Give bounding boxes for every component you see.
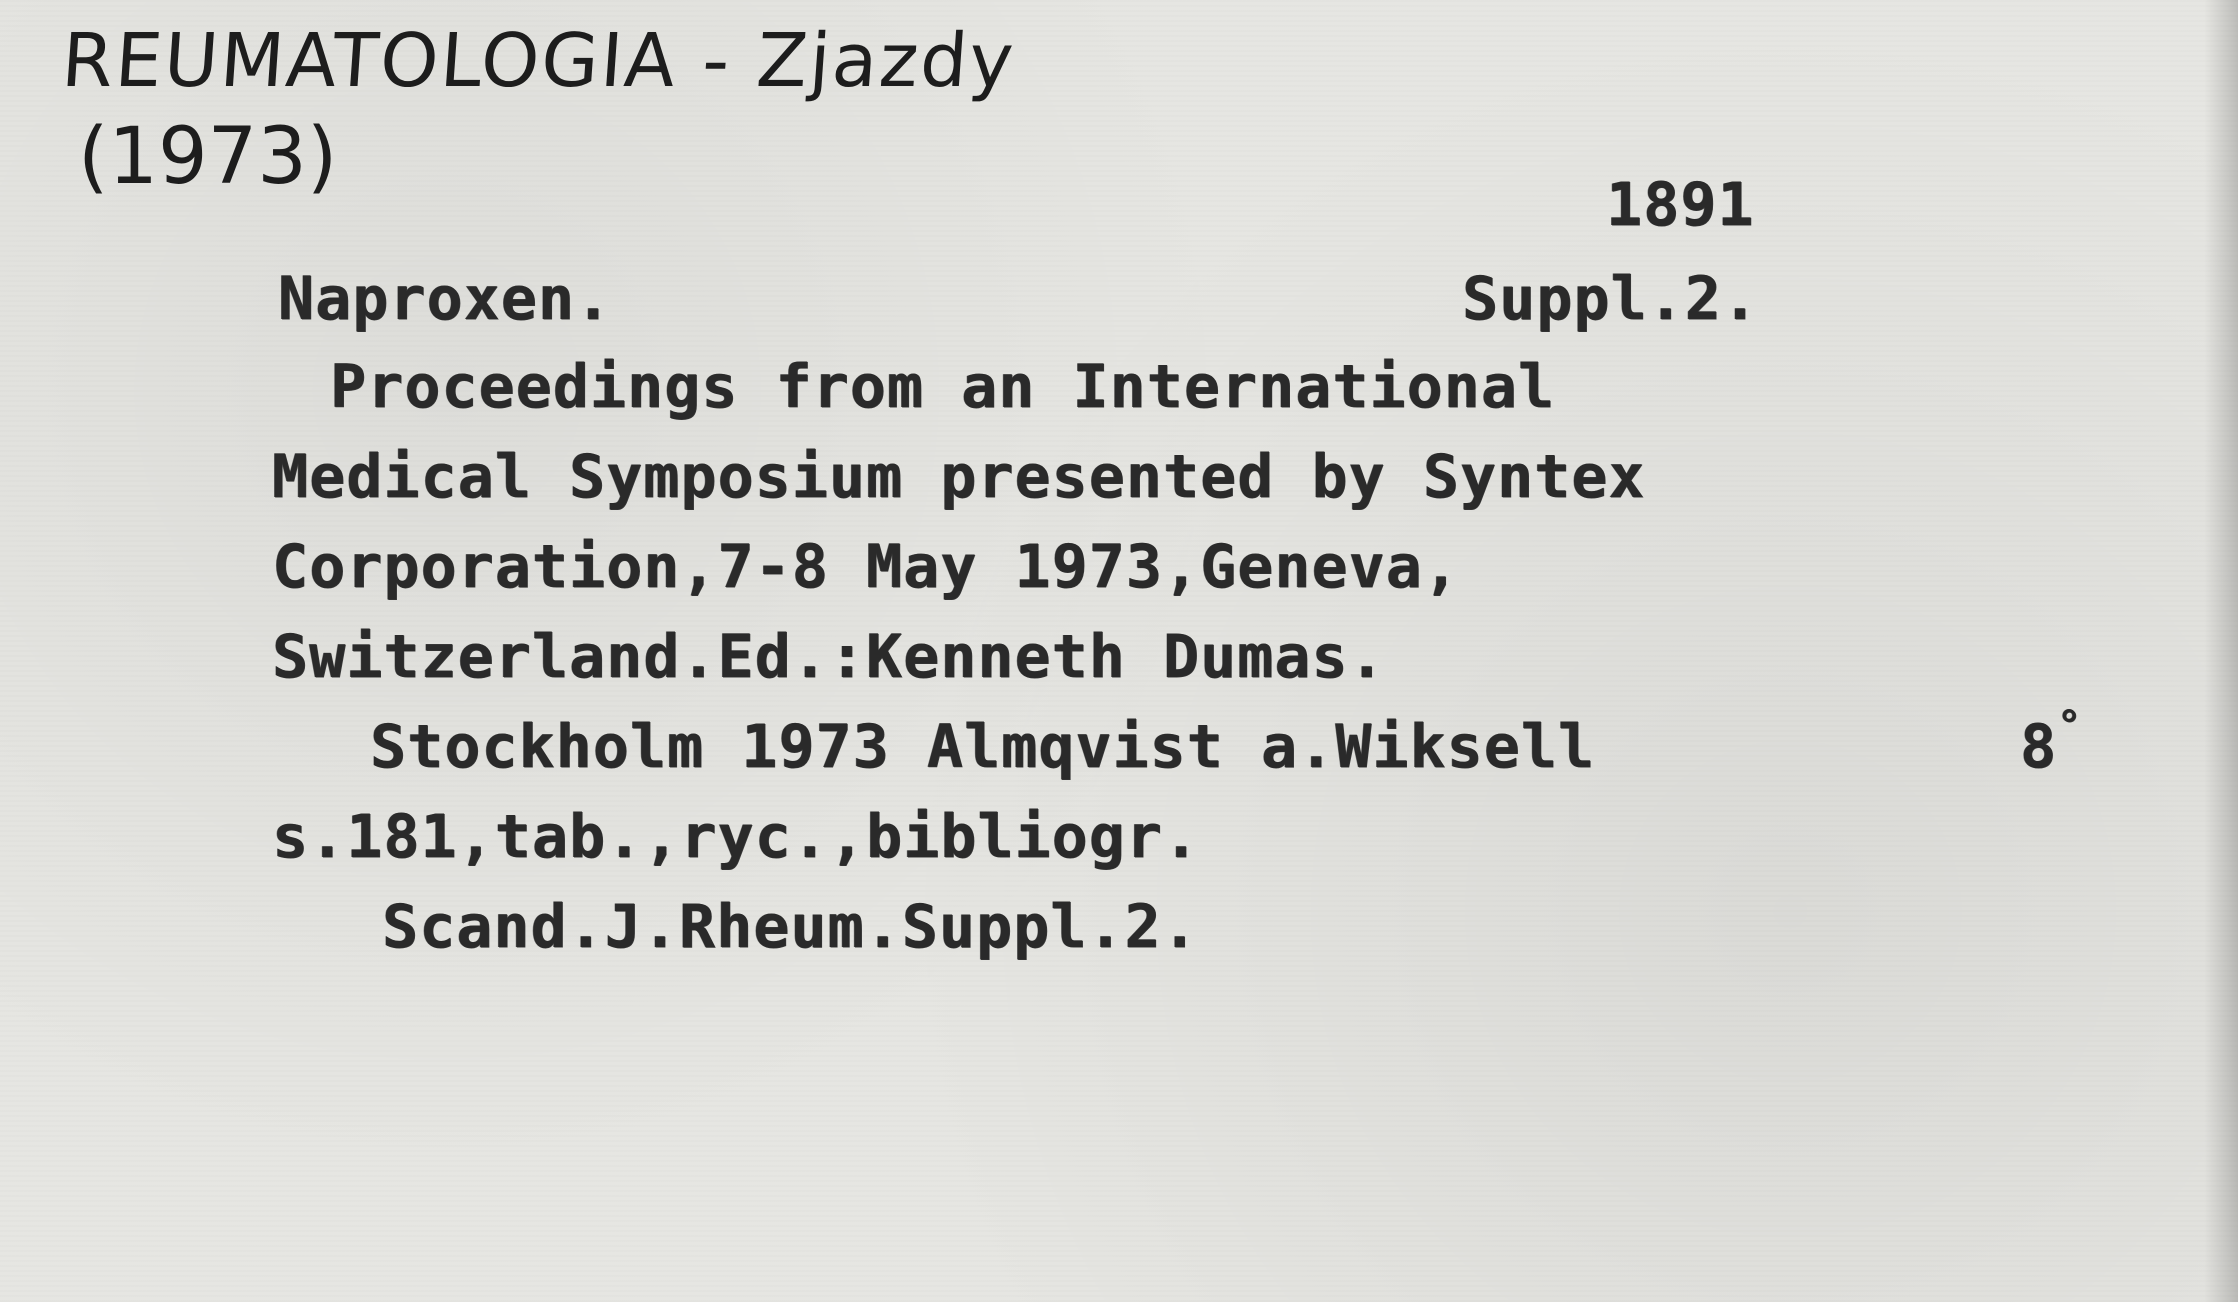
series-line: Scand.J.Rheum.Suppl.2. [382, 892, 1199, 962]
collation-line: s.181,tab.,ryc.,bibliogr. [272, 802, 1201, 872]
description-line: Medical Symposium presented by Syntex [272, 442, 1646, 512]
card-edge-shadow [2204, 0, 2238, 1302]
shelfmark-number: 1891 [1606, 170, 1755, 240]
format-size: 8 [2020, 712, 2058, 782]
imprint-line: Stockholm 1973 Almqvist a.Wiksell [370, 712, 1596, 782]
description-line: Corporation,7-8 May 1973,Geneva, [272, 532, 1460, 602]
format-degree: ° [2057, 703, 2083, 749]
series-note: Suppl.2. [1462, 264, 1759, 334]
description-line: Switzerland.Ed.:Kenneth Dumas. [272, 622, 1386, 692]
format-mark [2020, 703, 2083, 789]
headword: Naproxen. [278, 264, 613, 334]
description-line: Proceedings from an International [330, 352, 1556, 422]
handwritten-year: (1973) [78, 112, 338, 202]
handwritten-subject-heading: REUMATOLOGIA - Zjazdy [58, 18, 1019, 104]
